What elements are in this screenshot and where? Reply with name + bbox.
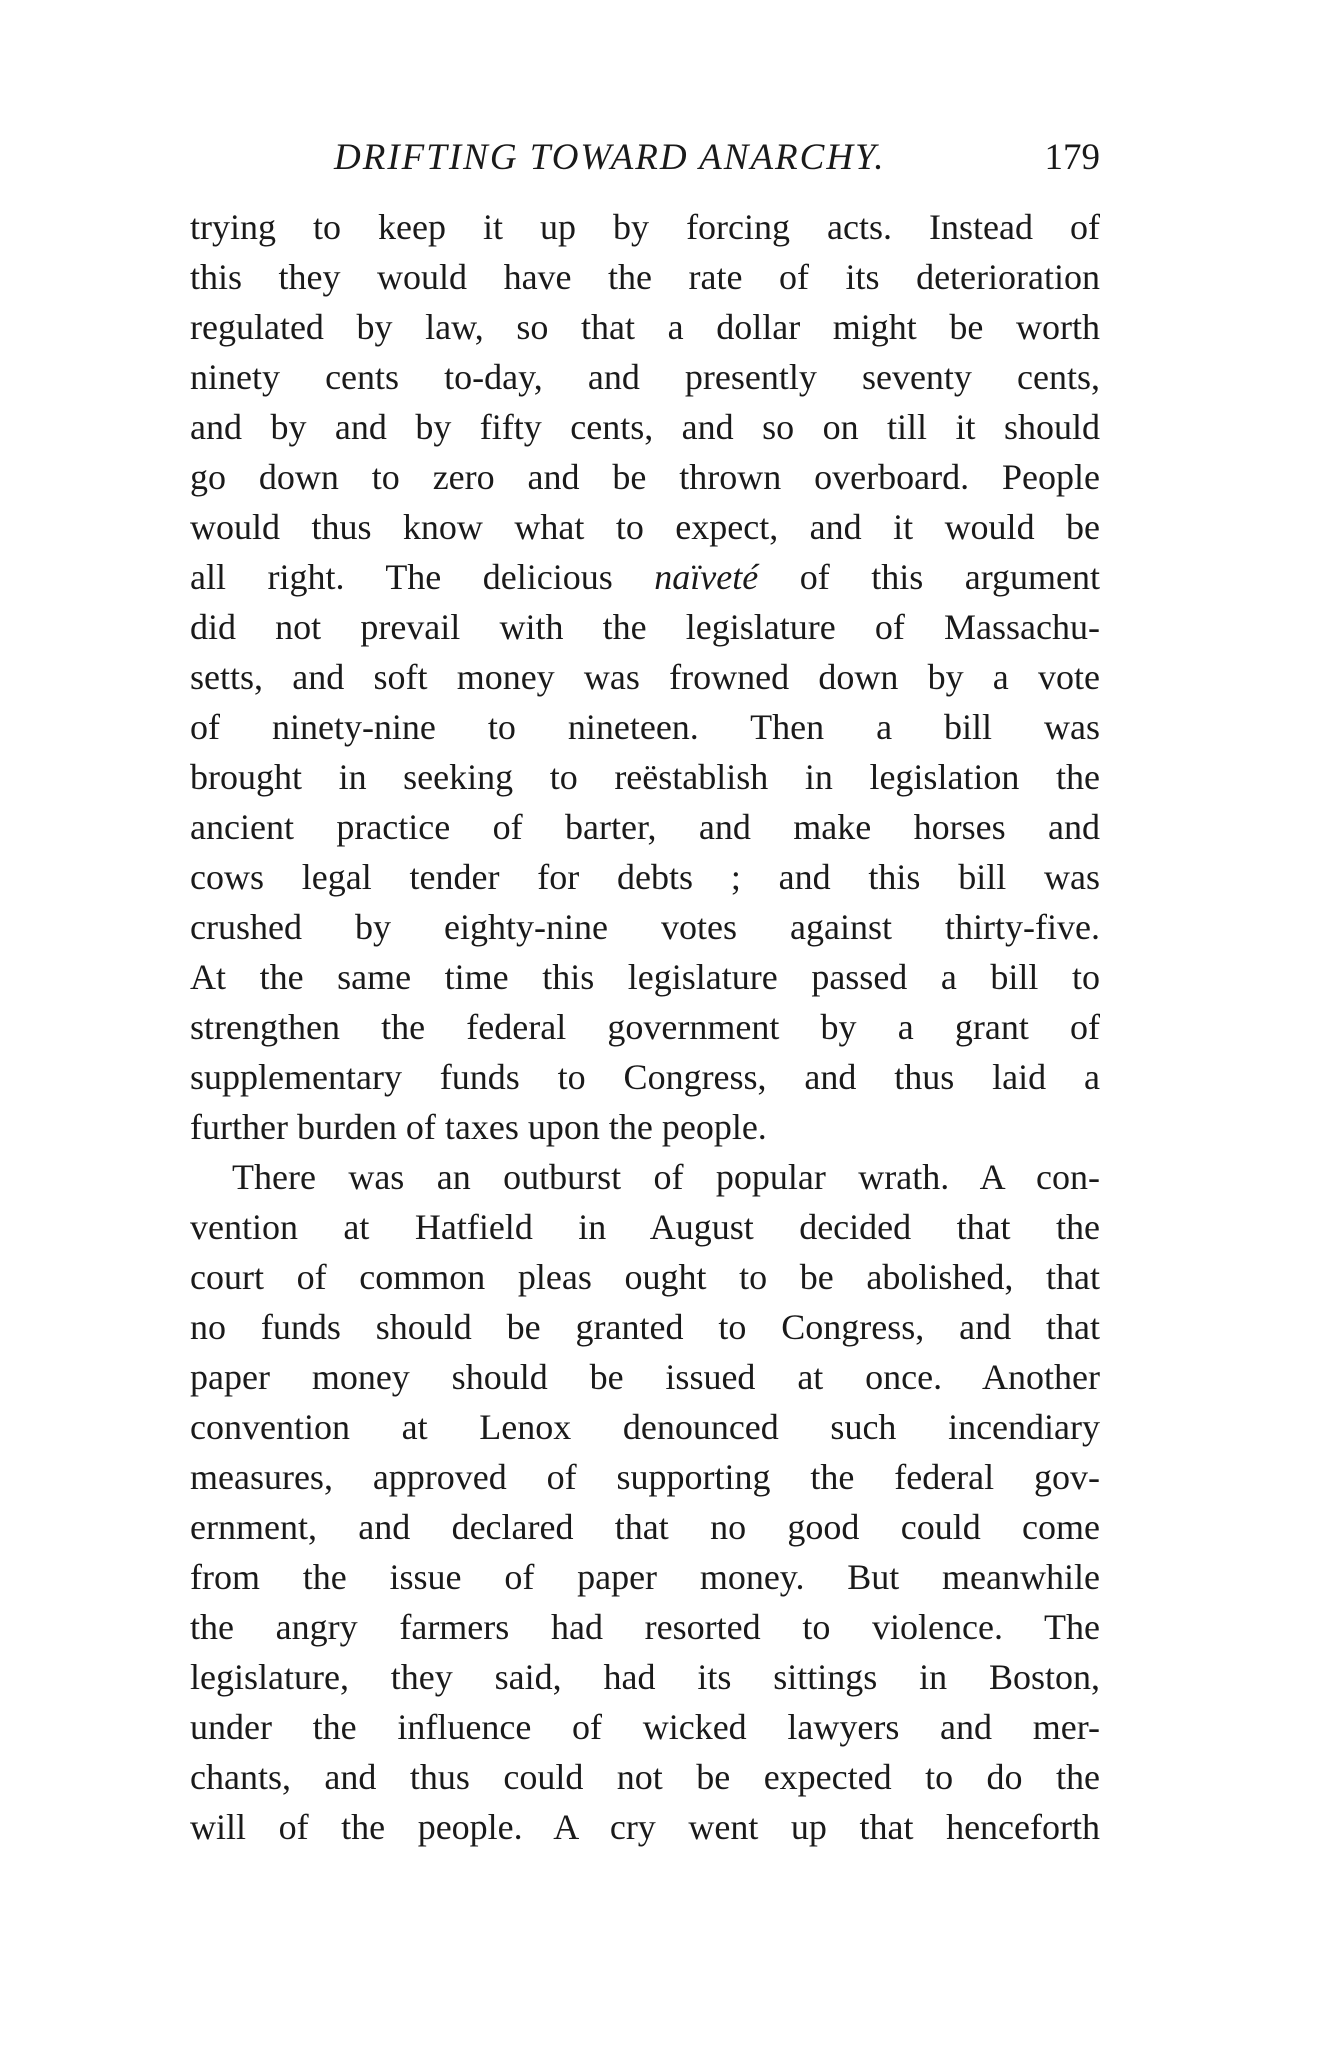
text-line: did not prevail with the legislature of Massachu- [190,607,1100,647]
text-line: supplementary funds to Congress, and thus laid a [190,1057,1100,1097]
paragraph-end-line: further burden of taxes upon the people. [190,1107,767,1147]
text-line: strengthen the federal government by a grant of [190,1007,1100,1047]
text-line: from the issue of paper money. But meanwhile [190,1557,1100,1597]
text-line: At the same time this legislature passed a bill to [190,957,1100,997]
text-line: go down to zero and be thrown overboard. People [190,457,1100,497]
text-line: brought in seeking to reëstablish in legislation the [190,757,1100,797]
page-number: 179 [1044,137,1100,178]
text-line: under the influence of wicked lawyers and mer- [190,1707,1100,1747]
text-line: ninety cents to-day, and presently seventy cents, [190,357,1100,397]
text-line: this they would have the rate of its deterioration [190,257,1100,297]
body-text [190,202,1100,1852]
text-line: the angry farmers had resorted to violence. The [190,1607,1100,1647]
running-title: DRIFTING TOWARD ANARCHY. [334,137,886,178]
text-line: legislature, they said, had its sittings in Boston, [190,1657,1100,1697]
text-line: of ninety-nine to nineteen. Then a bill was [190,707,1100,747]
text-segment: of this argument [799,557,1101,597]
italic-word: naïveté [654,557,759,597]
text-line: paper money should be issued at once. Another [190,1357,1100,1397]
text-line: measures, approved of supporting the federal gov- [190,1457,1100,1497]
text-segment: all right. The delicious [190,557,613,597]
text-line: vention at Hatfield in August decided that the [190,1207,1100,1247]
paragraph-start-line: There was an outburst of popular wrath. A con- [232,1157,1100,1197]
text-line: and by and by fifty cents, and so on till it should [190,407,1100,447]
text-line: would thus know what to expect, and it would be [190,507,1100,547]
text-line: ancient practice of barter, and make horses and [190,807,1100,847]
text-line: regulated by law, so that a dollar might be worth [190,307,1100,347]
text-line: cows legal tender for debts ; and this bill was [190,857,1100,897]
text-line: court of common pleas ought to be abolished, that [190,1257,1100,1297]
text-line: ernment, and declared that no good could come [190,1507,1100,1547]
text-line: trying to keep it up by forcing acts. Instead of [190,207,1100,247]
text-line: convention at Lenox denounced such incendiary [190,1407,1100,1447]
running-head [190,128,1100,188]
text-line: setts, and soft money was frowned down by a vote [190,657,1100,697]
text-line-with-italic [190,552,1100,602]
text-line: no funds should be granted to Congress, and that [190,1307,1100,1347]
text-line: crushed by eighty-nine votes against thirty-five. [190,907,1100,947]
text-line: chants, and thus could not be expected to do the [190,1757,1100,1797]
text-line: will of the people. A cry went up that henceforth [190,1807,1100,1847]
